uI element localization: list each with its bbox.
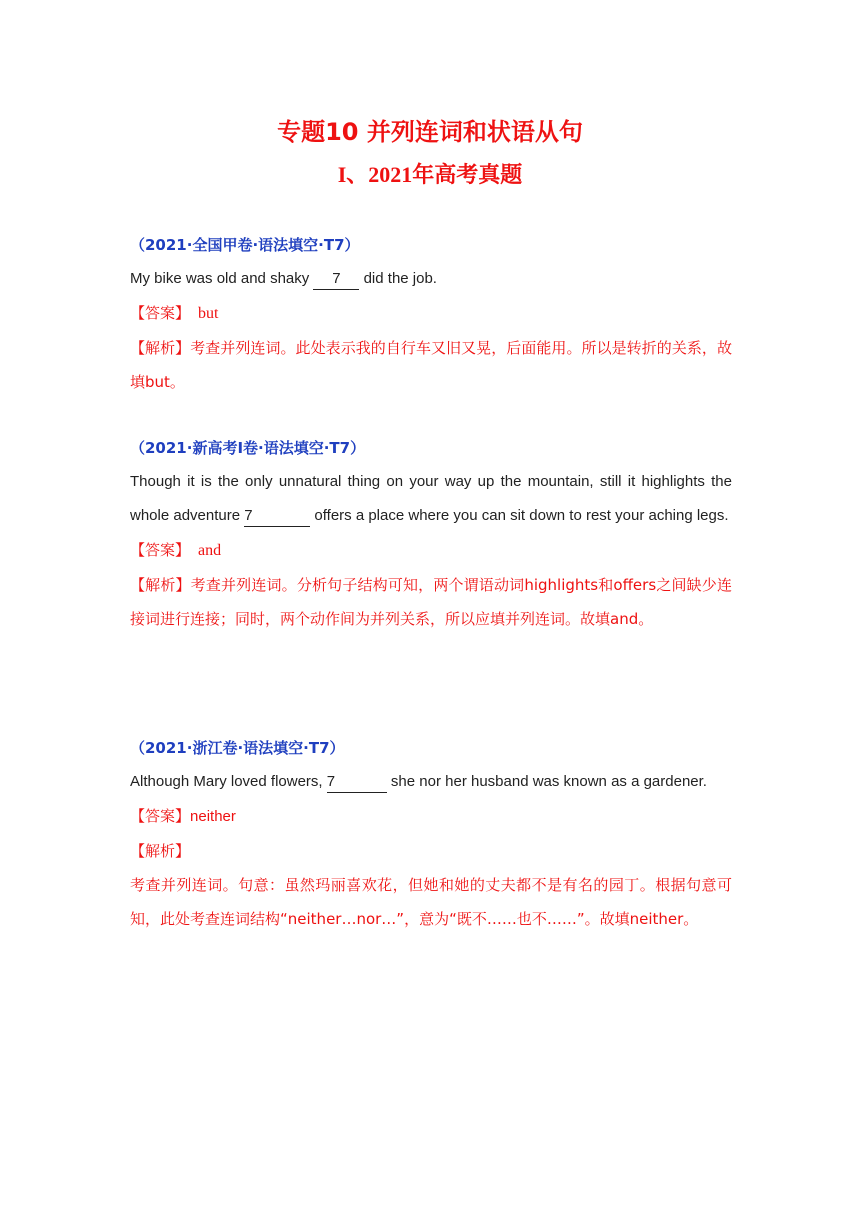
question-sentence: [130, 262, 732, 296]
analysis-paragraph: [130, 868, 732, 936]
sentence-text: offers a place where you can sit down to rest your aching legs.: [310, 507, 729, 524]
answer-line: [130, 533, 732, 568]
question-source: （2021·全国甲卷·语法填空·T7）: [130, 236, 360, 254]
analysis-text: 考查并列连词。此处表示我的自行车又旧又晃，后面能用。所以是转折的关系，故填but。: [130, 339, 732, 391]
question-source: （2021·新高考I卷·语法填空·T7）: [130, 439, 366, 457]
question-sentence: [130, 465, 732, 533]
sentence-text: she nor her husband was known as a gardener.: [386, 773, 707, 790]
sentence-text: Though it is the only unnatural thing on your way up the mountain, still it highlights the whole adventure: [130, 473, 732, 524]
question-block: [130, 437, 732, 636]
analysis-label-line: [130, 834, 732, 868]
answer-value: and: [198, 542, 222, 559]
sentence-text: Although Mary loved flowers,: [130, 773, 327, 790]
analysis-text: 考查并列连词。句意：虽然玛丽喜欢花，但她和她的丈夫都不是有名的园丁。根据句意可知，此处考查连词结构“neither…nor…”，意为“既不……也不……”。故填neither。: [130, 876, 732, 928]
answer-value: but: [198, 305, 219, 322]
analysis-text: 考查并列连词。分析句子结构可知，两个谓语动词highlights和offers之间缺少连接词进行连接；同时，两个动作间为并列关系，所以应填并列连词。故填and。: [130, 576, 732, 628]
analysis-paragraph: [130, 331, 732, 399]
analysis-label: 【解析】: [130, 339, 191, 357]
analysis-label: 【解析】: [130, 842, 191, 860]
question-source: （2021·浙江卷·语法填空·T7）: [130, 739, 345, 757]
answer-label: 【答案】: [130, 807, 191, 825]
question-block: [130, 234, 732, 399]
analysis-paragraph: [130, 568, 732, 636]
sentence-text: My bike was old and shaky: [130, 270, 314, 287]
question-block: [130, 737, 732, 936]
analysis-label: 【解析】: [130, 576, 191, 594]
answer-blank: 7: [244, 506, 310, 527]
answer-blank: 7: [313, 269, 359, 290]
section-title: I、2021年高考真题: [337, 162, 523, 187]
answer-blank: 7: [327, 772, 387, 793]
answer-label: 【答案】: [130, 541, 191, 559]
answer-label: 【答案】: [130, 304, 191, 322]
answer-value: neither: [190, 808, 236, 825]
answer-line: [130, 296, 732, 331]
question-sentence: [130, 765, 732, 799]
sentence-text: did the job.: [359, 270, 437, 287]
page-title: 专题10 并列连词和状语从句: [277, 118, 583, 146]
answer-line: [130, 799, 732, 834]
